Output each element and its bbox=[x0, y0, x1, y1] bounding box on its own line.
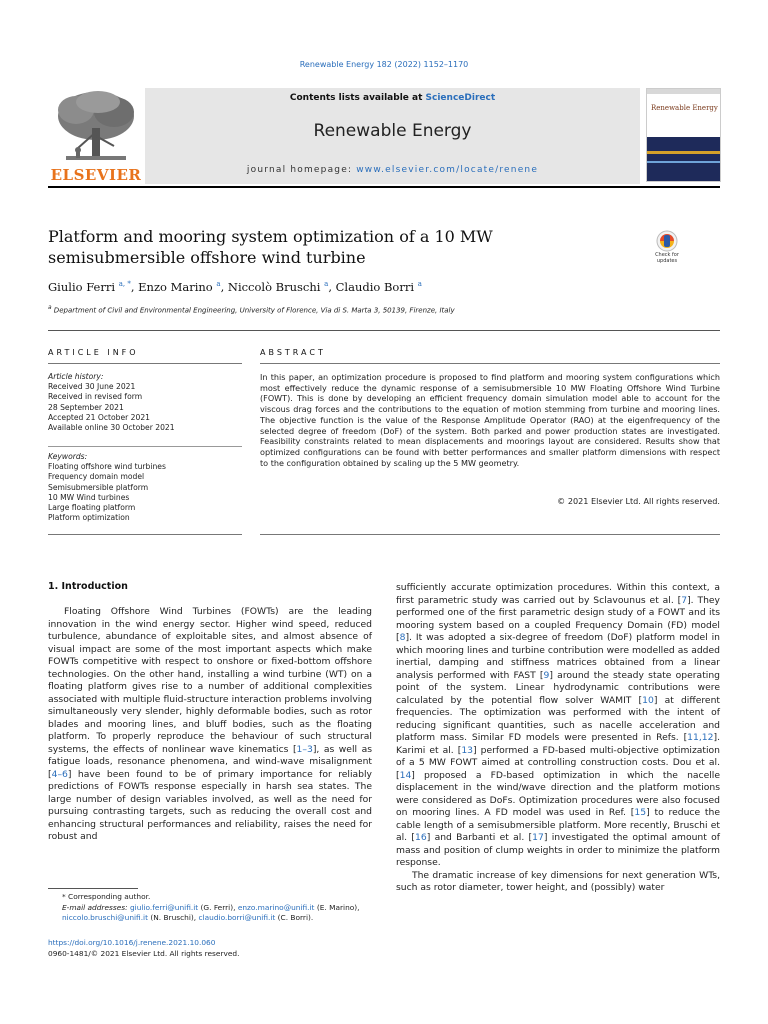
cover-art bbox=[647, 137, 720, 181]
body-column-left bbox=[48, 606, 372, 844]
reference-link[interactable]: 11,12 bbox=[687, 732, 714, 743]
issn-copyright: 0960-1481/© 2021 Elsevier Ltd. All rights reserved. bbox=[48, 948, 240, 958]
history-item: 28 September 2021 bbox=[48, 402, 124, 412]
reference-link[interactable]: 13 bbox=[461, 744, 474, 756]
reference-link[interactable]: 8 bbox=[399, 632, 406, 643]
keyword: Frequency domain model bbox=[48, 472, 145, 482]
author-affiliation-mark[interactable]: a bbox=[216, 280, 221, 289]
text-run: ], as well as fatigue loads, resonance phenomena, and wind-wave misalignment [ bbox=[48, 743, 373, 780]
keyword: 10 MW Wind turbines bbox=[48, 492, 130, 502]
email-link[interactable]: enzo.marino@unifi.it bbox=[237, 902, 315, 912]
text-run: ] performed a FD-based multi-objective optimization of a 5 MW FOWT aimed at controlling construction costs. Dou et al. [ bbox=[396, 744, 720, 781]
author-list bbox=[48, 280, 648, 294]
article-info-heading: ARTICLE INFO bbox=[48, 348, 139, 357]
author-affiliation-mark[interactable]: a bbox=[417, 280, 422, 289]
email-link[interactable]: giulio.ferri@unifi.it bbox=[129, 902, 199, 912]
body-column-right bbox=[396, 582, 720, 895]
history-item: Accepted 21 October 2021 bbox=[48, 412, 150, 422]
reference-link[interactable]: 15 bbox=[634, 807, 647, 818]
keyword: Semisubmersible platform bbox=[48, 482, 149, 492]
article-info-bottom-rule bbox=[48, 534, 242, 535]
tree-icon bbox=[48, 88, 144, 168]
abstract-copyright: © 2021 Elsevier Ltd. All rights reserved. bbox=[557, 496, 720, 506]
email-addresses bbox=[48, 903, 378, 924]
reference-link[interactable]: 9 bbox=[543, 669, 550, 681]
author-affiliation-mark[interactable]: a, * bbox=[118, 280, 131, 289]
footnote bbox=[48, 892, 378, 924]
text-run: ] have been found to be of primary importance for reliably predictions of FOWTs response especially in harsh sea states. The large number of design variables involved, as well as the need for pursuing contrasting targets, such as reducing the overall cost and enhancing structural performances and reliability, raises the need for robust and bbox=[48, 768, 372, 842]
text-run: ] at different frequencies. The optimization was performed with the intent of reducing significant quantities, such as nacelle acceleration and platform mass. Similar FD models were presented in Refs. [ bbox=[396, 694, 720, 743]
check-for-updates-label bbox=[641, 252, 693, 264]
check-updates-icon bbox=[649, 230, 685, 254]
abstract-rule bbox=[260, 363, 720, 364]
author[interactable]: Enzo Marino bbox=[138, 280, 213, 294]
text-run: ]. Karimi et al. [ bbox=[396, 732, 720, 756]
text-run: ] investigated the optimal amount of mass and position of clump weights in order to minimize the platform response. bbox=[396, 832, 720, 868]
email-label: E-mail addresses: bbox=[62, 902, 130, 912]
author[interactable]: Claudio Borri bbox=[335, 280, 415, 294]
sciencedirect-link[interactable]: ScienceDirect bbox=[425, 93, 496, 103]
history-item: Received 30 June 2021 bbox=[48, 382, 136, 392]
body-paragraph bbox=[48, 606, 372, 844]
text-run: ] around the steady state operating point of the system. Linear hydrodynamic contributions were calculated by the potential flow solver WAMIT [ bbox=[396, 669, 720, 706]
cover-wave bbox=[647, 151, 720, 154]
text-run: ] to reduce the cable length of a semisubmersible platform. More recently, Bruschi et al. [ bbox=[396, 807, 721, 843]
email-link[interactable]: niccolo.bruschi@unifi.it bbox=[62, 913, 149, 922]
email-link[interactable]: claudio.borri@unifi.it bbox=[198, 913, 276, 922]
contents-prefix: Contents lists available at bbox=[289, 93, 426, 103]
header-rule bbox=[48, 186, 720, 188]
reference-link[interactable]: 4–6 bbox=[51, 768, 68, 780]
keywords-rule bbox=[48, 446, 242, 447]
article-info-rule bbox=[48, 363, 242, 364]
contents-line bbox=[145, 93, 640, 103]
author[interactable]: Niccolò Bruschi bbox=[227, 280, 321, 294]
journal-cover-thumbnail[interactable] bbox=[646, 88, 721, 182]
homepage-prefix: journal homepage: bbox=[246, 165, 357, 175]
reference-link[interactable]: 10 bbox=[642, 694, 654, 706]
author-separator: , bbox=[130, 280, 139, 294]
history-item: Available online 30 October 2021 bbox=[48, 423, 175, 433]
cover-stripe bbox=[647, 89, 720, 94]
affiliation-text: Department of Civil and Environmental Engineering, University of Florence, Via di S. Marta 3, 50139, Firenze, Italy bbox=[51, 306, 455, 315]
journal-homepage bbox=[145, 165, 640, 175]
author-separator: , bbox=[220, 280, 228, 294]
text-run: ]. It was adopted a six-degree of freedom (DoF) platform model in which mooring lines and turbine contribution were modelled as added inertial, damping and stiffness matrices obtained from a linear analysis performed with FAST [ bbox=[396, 632, 720, 681]
author[interactable]: Giulio Ferri bbox=[48, 280, 116, 294]
text-run: Floating Offshore Wind Turbines (FOWTs) are the leading innovation in the wind energy sector. Higher wind speed, reduced turbulence, abundance of exploitable sites, and almost absence of visual impact are some of the most important aspects which make FOWTs competitive with respect to onshore or fixed-bottom offshore technologies. On the other hand, installing a wind turbine (WT) on a floating platform gives rise to a number of additional complexities associated with multiple fluid-structure interaction problems involving simultaneously very slender, highly deformable bodies, such as rotor blades and mooring lines, and bluff bodies, such as the floating platform. To properly reproduce the behaviour of such structural systems, the effects of nonlinear wave kinematics [ bbox=[48, 606, 372, 755]
history-label: Article history: bbox=[48, 372, 104, 381]
keywords bbox=[48, 452, 242, 523]
journal-citation[interactable]: Renewable Energy 182 (2022) 1152–1170 bbox=[299, 60, 469, 69]
reference-link[interactable]: 7 bbox=[681, 594, 688, 606]
title-line-1: Platform and mooring system optimization of a 10 MW bbox=[48, 227, 493, 246]
footnote-rule bbox=[48, 888, 138, 889]
body-paragraph: The dramatic increase of key dimensions for next generation WTs, such as rotor diameter, tower height, and (possibly) water bbox=[396, 869, 720, 893]
keyword: Large floating platform bbox=[48, 503, 136, 513]
email-owner: (N. Bruschi), bbox=[148, 913, 199, 922]
corresponding-author-note: * Corresponding author. bbox=[62, 892, 151, 901]
text-run: ] and Barbanti et al. [ bbox=[426, 832, 533, 843]
reference-link[interactable]: 14 bbox=[399, 769, 412, 781]
keyword: Platform optimization bbox=[48, 513, 130, 523]
doi-block bbox=[48, 938, 448, 959]
email-owner: (C. Borri). bbox=[275, 913, 314, 922]
author-affiliation-mark[interactable]: a bbox=[324, 280, 329, 289]
article-history bbox=[48, 372, 242, 433]
section-heading-introduction: 1. Introduction bbox=[48, 581, 128, 592]
affiliation bbox=[48, 305, 648, 314]
reference-link[interactable]: 1–3 bbox=[296, 743, 313, 755]
section-rule bbox=[48, 330, 720, 331]
cover-wave bbox=[647, 161, 720, 163]
keywords-label: Keywords: bbox=[48, 452, 88, 461]
reference-link[interactable]: 16 bbox=[414, 832, 427, 843]
text-run: ] proposed a FD-based optimization in which the nacelle displacement in the wind/wave direction and the platform motions were considered as DoFs. Optimization procedures were also focused on mooring lines. A FD model was used in Ref. [ bbox=[396, 769, 720, 818]
journal-name: Renewable Energy bbox=[313, 121, 472, 141]
text-run: sufficiently accurate optimization procedures. Within this context, a first parametric study was carried out by Sclavounus et al. [ bbox=[396, 582, 720, 606]
email-owner: (G. Ferri), bbox=[198, 902, 238, 912]
publisher-wordmark: ELSEVIER bbox=[50, 166, 142, 184]
doi-link[interactable]: https://doi.org/10.1016/j.renene.2021.10.060 bbox=[48, 938, 216, 947]
cover-title: Renewable Energy bbox=[651, 104, 718, 112]
keyword: Floating offshore wind turbines bbox=[48, 462, 166, 472]
reference-link[interactable]: 17 bbox=[532, 832, 544, 843]
abstract-heading: ABSTRACT bbox=[260, 348, 326, 357]
text-run: ]. They performed one of the first parametric design study of a FOWT and its mooring system based on a coupled Frequency Domain (FD) model [ bbox=[396, 594, 720, 643]
title-line-2: semisubmersible offshore wind turbine bbox=[48, 248, 366, 267]
body-paragraph bbox=[396, 582, 720, 870]
homepage-link[interactable]: www.elsevier.com/locate/renene bbox=[356, 165, 539, 175]
history-item: Received in revised form bbox=[48, 392, 143, 402]
abstract-bottom-rule bbox=[260, 534, 720, 535]
badge-label-line-2: updates bbox=[656, 258, 678, 264]
abstract-text: In this paper, an optimization procedure is proposed to find platform and mooring system configurations which most effectively reduce the dynamic response of a semisubmersible 10 MW Floating Offshore Wind Turbine (FOWT). This is done by developing an efficient frequency domain simulation model able to account for the viscous drag forces and the contributions to the equation of motion stemming from turbine and mooring lines. The objective function is the value of the Response Amplitude Operator (RAO) at the eigenfrequency of the selected degree of freedom (DoF) of the system. Both parked and power production states are investigated. Feasibility constraints related to mean displacements and moorings layout are considered. Results show that optimized configurations can be found with better performances and smaller platform dimensions with respect to the configuration obtained by scaling up the 5 MW geometry. bbox=[260, 372, 720, 468]
badge-label-line-1: Check for bbox=[655, 252, 679, 258]
paper-title bbox=[48, 226, 608, 268]
email-owner: (E. Marino), bbox=[314, 902, 360, 912]
author-separator: , bbox=[328, 280, 336, 294]
affiliation-mark: a bbox=[48, 305, 52, 311]
